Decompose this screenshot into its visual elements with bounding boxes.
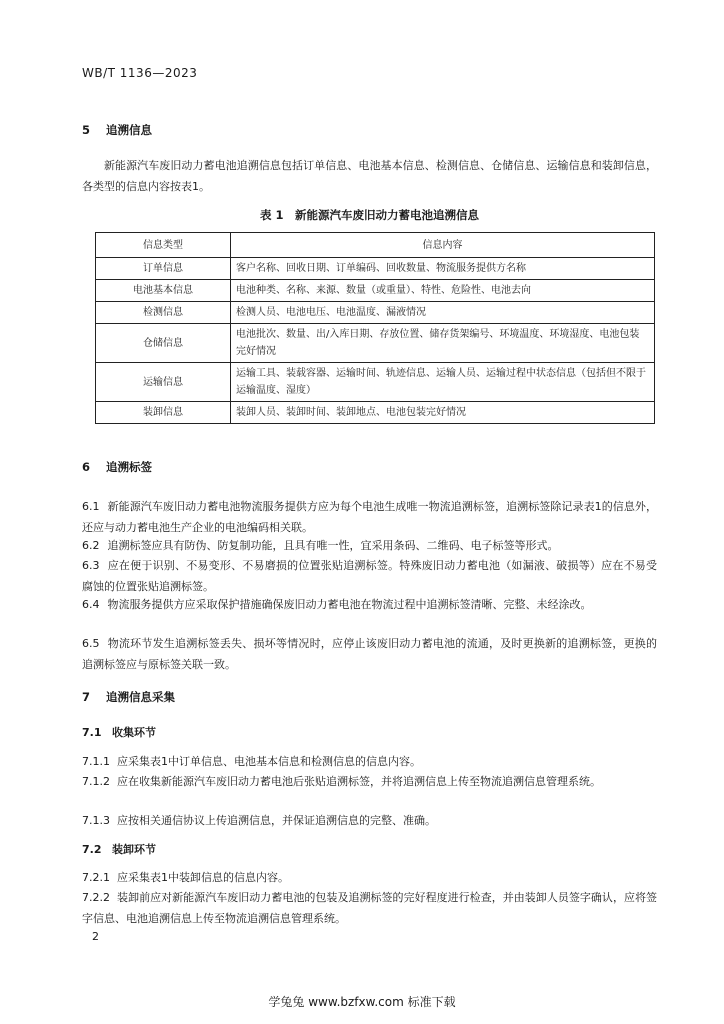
clause-6-3	[82, 555, 657, 597]
page-number: 2	[92, 930, 99, 943]
clause-label: 6.3	[82, 559, 100, 572]
table-row	[96, 363, 655, 402]
section-7-number: 7	[82, 690, 91, 704]
table-1-title: 表 1 新能源汽车废旧动力蓄电池追溯信息	[259, 208, 479, 222]
section-5-paragraph: 新能源汽车废旧动力蓄电池追溯信息包括订单信息、电池基本信息、检测信息、仓储信息、运输信息和装卸信息，各类型的信息内容按表1。	[82, 159, 657, 193]
clause-7-1-2	[82, 771, 657, 792]
table-cell-type: 检测信息	[96, 302, 231, 324]
subsection-7-1-heading	[82, 724, 156, 740]
table-cell-type: 电池基本信息	[96, 280, 231, 302]
clause-label: 7.1.1	[82, 755, 110, 768]
clause-text: 新能源汽车废旧动力蓄电池物流服务提供方应为每个电池生成唯一物流追溯标签，追溯标签除记录表1的信息外，还应与动力蓄电池生产企业的电池编码相关联。	[82, 500, 658, 534]
clause-6-4	[82, 594, 657, 615]
subsection-title: 装卸环节	[112, 843, 156, 856]
table-row	[96, 324, 655, 363]
section-5-heading	[82, 122, 152, 138]
clause-text: 应在收集新能源汽车废旧动力蓄电池后张贴追溯标签，并将追溯信息上传至物流追溯信息管理系统。	[117, 775, 601, 788]
clause-label: 7.1.3	[82, 814, 110, 827]
table-header-row	[96, 233, 655, 258]
clause-text: 追溯标签应具有防伪、防复制功能，且具有唯一性，宜采用条码、二维码、电子标签等形式。	[107, 539, 559, 552]
section-5-title: 追溯信息	[106, 123, 152, 137]
clause-label: 6.5	[82, 637, 100, 650]
clause-7-2-2	[82, 887, 657, 929]
section-7-title: 追溯信息采集	[106, 690, 175, 704]
clause-label: 6.4	[82, 598, 100, 611]
clause-text: 应在便于识别、不易变形、不易磨损的位置张贴追溯标签。特殊废旧动力蓄电池（如漏液、破损等）应在不易受腐蚀的位置张贴追溯标签。	[82, 559, 658, 593]
clause-text: 装卸前应对新能源汽车废旧动力蓄电池的包装及追溯标签的完好程度进行检查，并由装卸人员签字确认，应将签字信息、电池追溯信息上传至物流追溯信息管理系统。	[82, 891, 658, 925]
table-cell-content: 电池批次、数量、出/入库日期、存放位置、储存货架编号、环境温度、环境湿度、电池包装完好情况	[231, 324, 655, 363]
table-row	[96, 280, 655, 302]
watermark: 学兔兔 www.bzfxw.com 标准下载	[268, 995, 456, 1009]
table-row	[96, 402, 655, 424]
table-cell-content: 运输工具、装载容器、运输时间、轨迹信息、运输人员、运输过程中状态信息（包括但不限于运输温度、湿度）	[231, 363, 655, 402]
clause-7-1-3	[82, 810, 657, 831]
clause-label: 7.2.2	[82, 891, 110, 904]
table-cell-content: 装卸人员、装卸时间、装卸地点、电池包装完好情况	[231, 402, 655, 424]
standard-code: WB/T 1136—2023	[82, 66, 198, 80]
clause-7-1-1	[82, 751, 657, 772]
table-cell-type: 运输信息	[96, 363, 231, 402]
clause-text: 应采集表1中订单信息、电池基本信息和检测信息的信息内容。	[117, 755, 421, 768]
subsection-number: 7.1	[82, 726, 102, 739]
table-header-type: 信息类型	[96, 233, 231, 258]
subsection-title: 收集环节	[112, 726, 156, 739]
table-1	[95, 232, 655, 424]
clause-label: 7.2.1	[82, 871, 110, 884]
table-row	[96, 258, 655, 280]
clause-text: 物流服务提供方应采取保护措施确保废旧动力蓄电池在物流过程中追溯标签清晰、完整、未经涂改。	[107, 598, 592, 611]
clause-6-2	[82, 535, 657, 556]
clause-7-2-1	[82, 867, 657, 888]
table-cell-type: 订单信息	[96, 258, 231, 280]
clause-text: 物流环节发生追溯标签丢失、损坏等情况时，应停止该废旧动力蓄电池的流通，及时更换新的追溯标签，更换的追溯标签应与原标签关联一致。	[82, 637, 658, 671]
table-cell-type: 仓储信息	[96, 324, 231, 363]
clause-label: 6.2	[82, 539, 100, 552]
table-header-content: 信息内容	[231, 233, 655, 258]
section-6-heading	[82, 459, 152, 475]
table-cell-type: 装卸信息	[96, 402, 231, 424]
section-6-title: 追溯标签	[106, 460, 152, 474]
table-cell-content: 检测人员、电池电压、电池温度、漏液情况	[231, 302, 655, 324]
clause-text: 应采集表1中装卸信息的信息内容。	[117, 871, 289, 884]
subsection-7-2-heading	[82, 841, 156, 857]
clause-label: 7.1.2	[82, 775, 110, 788]
table-row	[96, 302, 655, 324]
table-cell-content: 客户名称、回收日期、订单编码、回收数量、物流服务提供方名称	[231, 258, 655, 280]
section-7-heading	[82, 689, 175, 705]
section-6-number: 6	[82, 460, 91, 474]
table-cell-content: 电池种类、名称、来源、数量（或重量）、特性、危险性、电池去向	[231, 280, 655, 302]
clause-label: 6.1	[82, 500, 100, 513]
clause-text: 应按相关通信协议上传追溯信息，并保证追溯信息的完整、准确。	[117, 814, 436, 827]
subsection-number: 7.2	[82, 843, 102, 856]
section-5-number: 5	[82, 123, 91, 137]
clause-6-5	[82, 633, 657, 675]
clause-6-1	[82, 496, 657, 538]
